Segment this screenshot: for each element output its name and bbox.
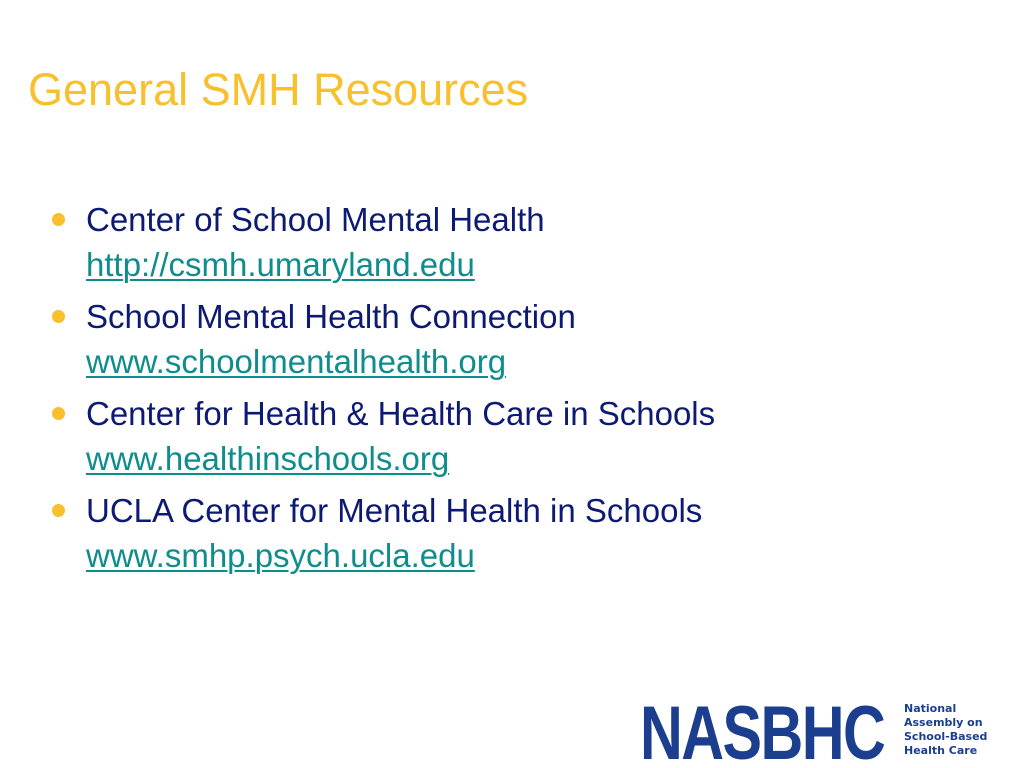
resource-name: School Mental Health Connection xyxy=(86,298,576,335)
resource-name: Center of School Mental Health xyxy=(86,201,545,238)
resource-item xyxy=(48,488,988,578)
logo-abbreviation: NASBHC xyxy=(640,694,885,768)
bullet-dot-icon xyxy=(52,310,65,323)
slide-title: General SMH Resources xyxy=(28,64,529,115)
bullet-dot-icon xyxy=(52,504,65,517)
logo-line: Assembly on xyxy=(904,716,983,729)
resource-item xyxy=(48,391,988,481)
resource-name: Center for Health & Health Care in Schools xyxy=(86,395,716,432)
logo-line: National xyxy=(904,702,957,715)
resource-item xyxy=(48,197,988,287)
resource-item xyxy=(48,294,988,384)
resource-name: UCLA Center for Mental Health in Schools xyxy=(86,492,703,529)
bullet-dot-icon xyxy=(52,407,65,420)
logo-line: Health Care xyxy=(904,744,978,757)
resource-link[interactable]: http://csmh.umaryland.edu xyxy=(86,246,475,283)
resource-link[interactable]: www.schoolmentalhealth.org xyxy=(86,343,507,380)
logo-line: School-Based xyxy=(904,730,988,743)
bullet-dot-icon xyxy=(52,213,65,226)
logo-full-name xyxy=(904,702,1008,758)
nasbhc-logo xyxy=(640,694,1010,768)
resource-link[interactable]: www.healthinschools.org xyxy=(86,440,450,477)
resource-list xyxy=(48,197,988,585)
resource-link[interactable]: www.smhp.psych.ucla.edu xyxy=(86,537,475,574)
